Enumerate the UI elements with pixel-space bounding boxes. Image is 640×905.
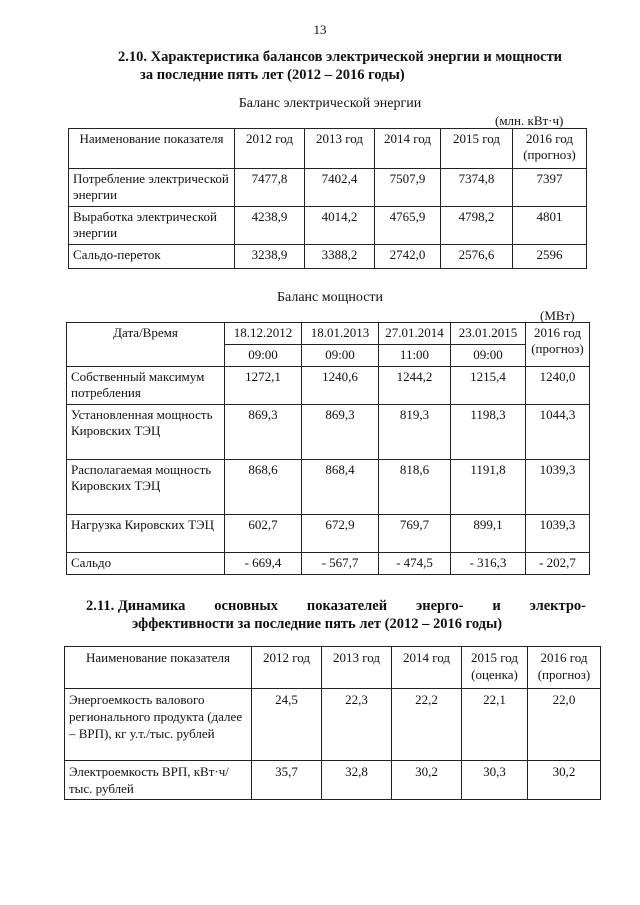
table-cell: 7477,8: [235, 169, 305, 207]
table-header-row: [69, 129, 587, 169]
column-header: 2015 год (оценка): [462, 647, 528, 689]
table-cell: 22,0: [528, 689, 601, 761]
column-header: 2013 год: [305, 129, 375, 169]
power-balance-unit: (МВт): [540, 308, 575, 323]
row-label: Нагрузка Кировских ТЭЦ: [67, 515, 225, 553]
table-cell: 22,3: [322, 689, 392, 761]
row-label: Сальдо-переток: [69, 245, 235, 269]
table-cell: - 316,3: [451, 553, 526, 575]
row-label: Энергоемкость валового регионального продукта (далее – ВРП), кг у.т./тыс. рублей: [65, 689, 252, 761]
column-header: 2014 год: [392, 647, 462, 689]
date-header: 23.01.2015: [451, 323, 526, 345]
table-cell: 602,7: [225, 515, 302, 553]
table-cell: 868,6: [225, 460, 302, 515]
table-cell: 2596: [513, 245, 587, 269]
table-row: [69, 245, 587, 269]
table-row: [67, 553, 590, 575]
time-header: 09:00: [302, 345, 379, 367]
table-cell: 1039,3: [526, 515, 590, 553]
table-row: [67, 515, 590, 553]
column-header: 2013 год: [322, 647, 392, 689]
table-cell: 3388,2: [305, 245, 375, 269]
time-header: 09:00: [451, 345, 526, 367]
table-cell: 22,2: [392, 689, 462, 761]
section-2-11-heading: [86, 597, 586, 633]
heading-line-2: эффективности за последние пять лет (2012 – 2016 годы): [132, 616, 503, 632]
table-cell: 1240,0: [526, 367, 590, 405]
column-header: 2014 год: [375, 129, 441, 169]
table-cell: 7402,4: [305, 169, 375, 207]
table-cell: 1039,3: [526, 460, 590, 515]
heading-word: основных: [214, 598, 278, 614]
table-cell: 32,8: [322, 761, 392, 800]
date-header: 18.01.2013: [302, 323, 379, 345]
time-header: 11:00: [379, 345, 451, 367]
date-row: [67, 323, 590, 345]
table-cell: - 474,5: [379, 553, 451, 575]
table-cell: 30,3: [462, 761, 528, 800]
row-label: Выработка электрической энергии: [69, 207, 235, 245]
column-header: Наименование показателя: [69, 129, 235, 169]
table-cell: 769,7: [379, 515, 451, 553]
table-cell: 818,6: [379, 460, 451, 515]
heading-word: показателей: [306, 598, 388, 614]
table-cell: 868,4: [302, 460, 379, 515]
date-header: 27.01.2014: [379, 323, 451, 345]
page-number: 13: [313, 22, 327, 37]
heading-line-2: за последние пять лет (2012 – 2016 годы): [140, 67, 405, 83]
table-cell: 30,2: [528, 761, 601, 800]
column-header: 2012 год: [252, 647, 322, 689]
column-header: Наименование показателя: [65, 647, 252, 689]
heading-line-1: [86, 597, 586, 615]
energy-balance-unit: (млн. кВт·ч): [495, 113, 564, 128]
table-cell: 869,3: [225, 405, 302, 460]
table-cell: 2742,0: [375, 245, 441, 269]
table-cell: 1244,2: [379, 367, 451, 405]
table-row: [69, 169, 587, 207]
table-row: [69, 207, 587, 245]
heading-word: энерго-: [415, 598, 464, 614]
efficiency-table: [64, 646, 601, 800]
table-cell: - 202,7: [526, 553, 590, 575]
table-cell: - 669,4: [225, 553, 302, 575]
energy-balance-title: Баланс электрической энергии: [238, 96, 422, 111]
heading-line-1: 2.10. Характеристика балансов электрической энергии и мощности: [118, 49, 563, 65]
table-cell: 899,1: [451, 515, 526, 553]
heading-word: 2.11. Динамика: [86, 598, 186, 614]
column-header: 2016 год (прогноз): [528, 647, 601, 689]
heading-word: и: [492, 598, 501, 614]
row-label: Собственный максимум потребления: [67, 367, 225, 405]
table-cell: 819,3: [379, 405, 451, 460]
table-header-row: [65, 647, 601, 689]
table-cell: 672,9: [302, 515, 379, 553]
table-cell: 3238,9: [235, 245, 305, 269]
table-cell: 1044,3: [526, 405, 590, 460]
row-label: Располагаемая мощность Кировских ТЭЦ: [67, 460, 225, 515]
datetime-header: Дата/Время: [67, 323, 225, 367]
table-row: [65, 761, 601, 800]
table-cell: 24,5: [252, 689, 322, 761]
table-cell: 1272,1: [225, 367, 302, 405]
column-header: 2016 год (прогноз): [513, 129, 587, 169]
table-cell: 4801: [513, 207, 587, 245]
table-cell: 869,3: [302, 405, 379, 460]
forecast-header: 2016 год (прогноз): [526, 323, 590, 367]
table-row: [65, 689, 601, 761]
power-balance-title: Баланс мощности: [276, 290, 384, 305]
power-balance-table: [66, 322, 590, 575]
row-label: Потребление электрической энергии: [69, 169, 235, 207]
table-cell: 4014,2: [305, 207, 375, 245]
table-cell: 4765,9: [375, 207, 441, 245]
time-header: 09:00: [225, 345, 302, 367]
section-2-10-heading: [118, 48, 588, 84]
energy-balance-table: [68, 128, 587, 269]
table-cell: 4238,9: [235, 207, 305, 245]
row-label: Электроемкость ВРП, кВт·ч/тыс. рублей: [65, 761, 252, 800]
row-label: Сальдо: [67, 553, 225, 575]
table-cell: 7507,9: [375, 169, 441, 207]
table-row: [67, 405, 590, 460]
table-row: [67, 460, 590, 515]
table-cell: 1191,8: [451, 460, 526, 515]
row-label: Установленная мощность Кировских ТЭЦ: [67, 405, 225, 460]
column-header: 2012 год: [235, 129, 305, 169]
heading-word: электро-: [529, 598, 586, 614]
table-cell: 1240,6: [302, 367, 379, 405]
table-cell: 7374,8: [441, 169, 513, 207]
table-cell: 2576,6: [441, 245, 513, 269]
table-cell: 30,2: [392, 761, 462, 800]
table-row: [67, 367, 590, 405]
column-header: 2015 год: [441, 129, 513, 169]
table-cell: 7397: [513, 169, 587, 207]
table-cell: - 567,7: [302, 553, 379, 575]
table-cell: 22,1: [462, 689, 528, 761]
table-cell: 1198,3: [451, 405, 526, 460]
table-cell: 4798,2: [441, 207, 513, 245]
table-cell: 1215,4: [451, 367, 526, 405]
date-header: 18.12.2012: [225, 323, 302, 345]
table-cell: 35,7: [252, 761, 322, 800]
